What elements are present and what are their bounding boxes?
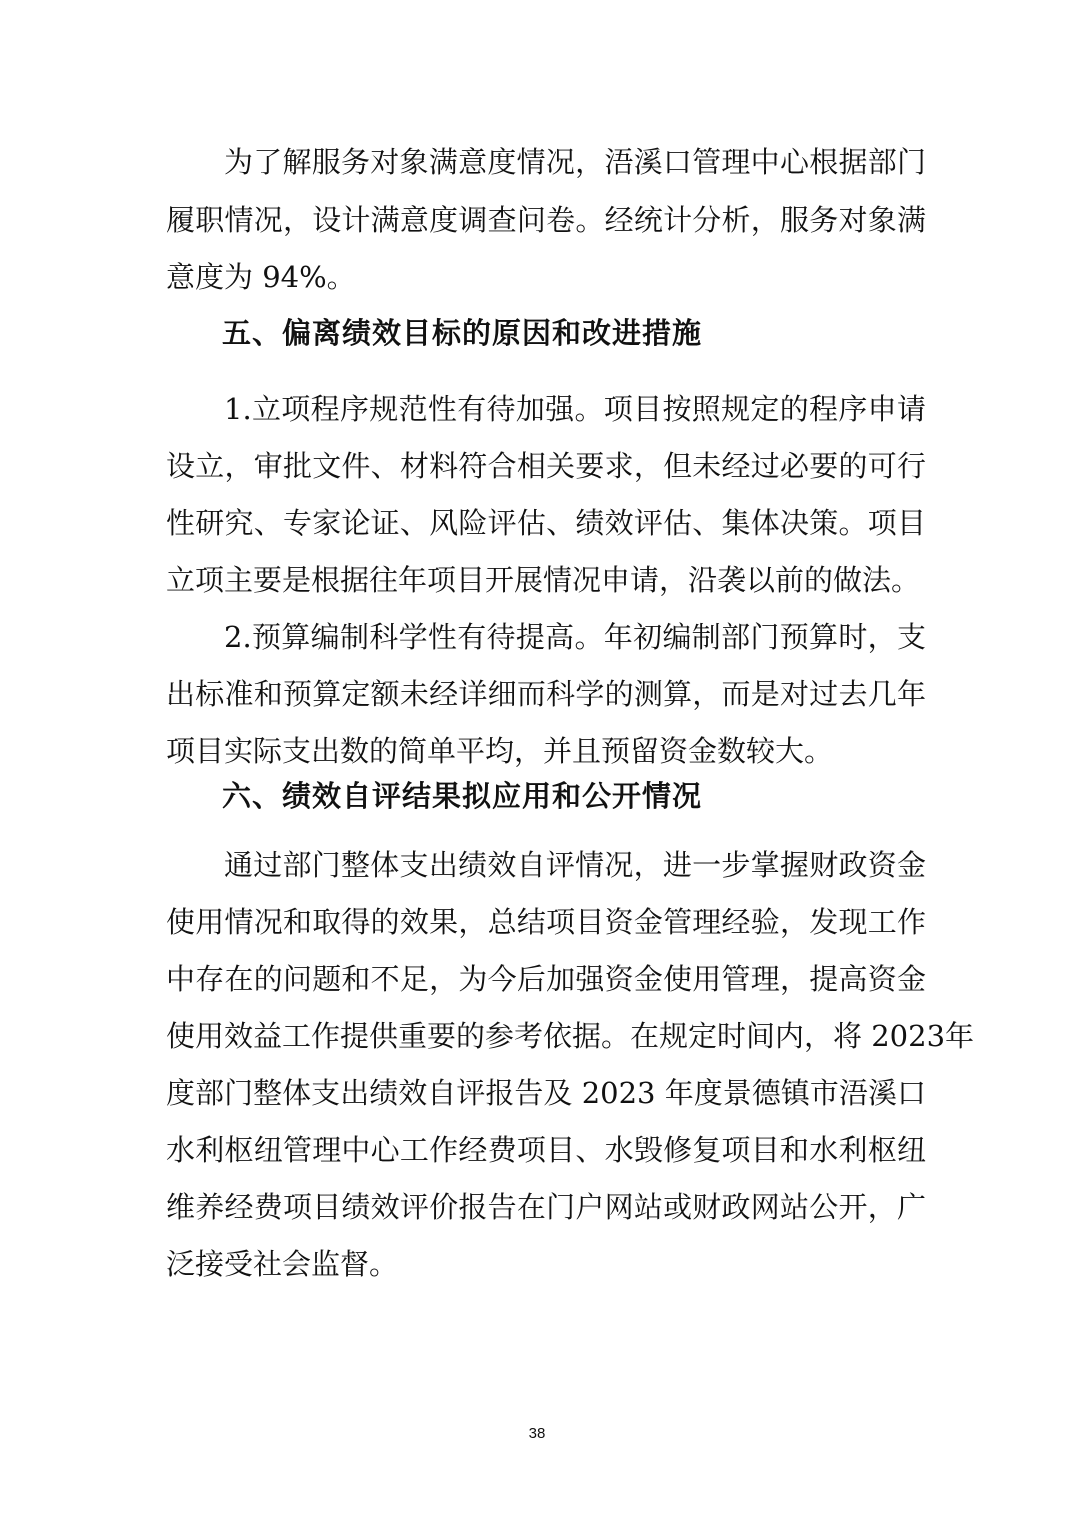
paragraph-line: 使用效益工作提供重要的参考依据。在规定时间内，将 2023年 bbox=[166, 1019, 975, 1053]
paragraph-line: 中存在的问题和不足，为今后加强资金使用管理，提高资金 bbox=[166, 962, 926, 996]
paragraph-line: 为了解服务对象满意度情况，浯溪口管理中心根据部门 bbox=[224, 145, 926, 179]
paragraph-line: 出标准和预算定额未经详细而科学的测算，而是对过去几年 bbox=[166, 677, 926, 711]
paragraph-line: 通过部门整体支出绩效自评情况，进一步掌握财政资金 bbox=[224, 848, 926, 882]
paragraph-line: 设立，审批文件、材料符合相关要求，但未经过必要的可行 bbox=[166, 449, 926, 483]
paragraph-line: 性研究、专家论证、风险评估、绩效评估、集体决策。项目 bbox=[166, 506, 926, 540]
paragraph-line: 使用情况和取得的效果，总结项目资金管理经验，发现工作 bbox=[166, 905, 926, 939]
paragraph-line: 2.预算编制科学性有待提高。年初编制部门预算时，支 bbox=[224, 620, 926, 654]
paragraph-line: 水利枢纽管理中心工作经费项目、水毁修复项目和水利枢纽 bbox=[166, 1133, 926, 1167]
paragraph-line: 泛接受社会监督。 bbox=[166, 1247, 399, 1281]
paragraph-line: 维养经费项目绩效评价报告在门户网站或财政网站公开，广 bbox=[166, 1190, 926, 1224]
paragraph-line: 1.立项程序规范性有待加强。项目按照规定的程序申请 bbox=[224, 392, 926, 426]
paragraph-line: 项目实际支出数的简单平均，并且预留资金数较大。 bbox=[166, 734, 834, 768]
page-number: 38 bbox=[528, 1425, 546, 1442]
section-heading-6: 六、绩效自评结果拟应用和公开情况 bbox=[222, 779, 703, 813]
paragraph-line: 立项主要是根据往年项目开展情况申请，沿袭以前的做法。 bbox=[166, 563, 921, 597]
paragraph-line: 意度为 94%。 bbox=[166, 260, 356, 294]
paragraph-line: 度部门整体支出绩效自评报告及 2023 年度景德镇市浯溪口 bbox=[166, 1076, 926, 1110]
section-heading-5: 五、偏离绩效目标的原因和改进措施 bbox=[222, 316, 703, 350]
paragraph-line: 履职情况，设计满意度调查问卷。经统计分析，服务对象满 bbox=[166, 203, 926, 237]
